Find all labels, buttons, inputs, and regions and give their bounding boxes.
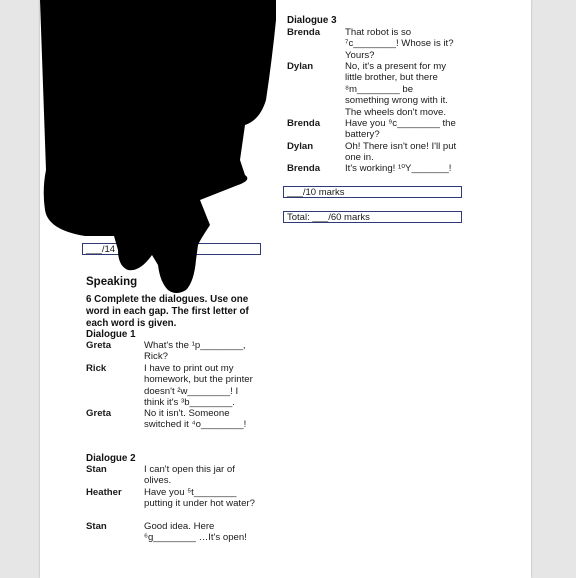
speaker-greta-2: Greta bbox=[86, 408, 112, 419]
dialogue1-title: Dialogue 1 bbox=[86, 329, 136, 340]
line-greta-2: No it isn't. Someone switched it ⁴o________! bbox=[144, 408, 247, 431]
exercise-6-instruction: 6 Complete the dialogues. Use one word in each gap. The first letter of each word is given. bbox=[86, 294, 249, 329]
line-stan-2: Good idea. Here ⁶g________ …It's open! bbox=[144, 521, 247, 544]
line-dylan-1: No, it's a present for my little brother, but there ⁸m________ be something wrong with it. The wheels don't move. bbox=[345, 61, 448, 118]
line-heather: Have you ⁵t________ putting it under hot water? bbox=[144, 487, 255, 510]
speaker-brenda-3: Brenda bbox=[287, 163, 321, 174]
line-brenda-3: It's working! ¹⁰Y_______! bbox=[345, 163, 452, 174]
speaker-stan-2: Stan bbox=[86, 521, 107, 532]
marks-box-10: ___/10 marks bbox=[283, 186, 462, 198]
speaker-dylan-2: Dylan bbox=[287, 141, 314, 152]
document-page bbox=[40, 0, 531, 578]
speaking-heading: Speaking bbox=[86, 276, 138, 288]
speaker-brenda-1: Brenda bbox=[287, 27, 321, 38]
line-stan-1: I can't open this jar of olives. bbox=[144, 464, 235, 487]
dialogue3-title: Dialogue 3 bbox=[287, 15, 337, 26]
speaker-heather: Heather bbox=[86, 487, 122, 498]
dialogue2-title: Dialogue 2 bbox=[86, 453, 136, 464]
speaker-greta-1: Greta bbox=[86, 340, 112, 351]
speaker-brenda-2: Brenda bbox=[287, 118, 321, 129]
line-brenda-1: That robot is so ⁷c________! Whose is it? Yours? bbox=[345, 27, 454, 61]
line-rick: I have to print out my homework, but the printer doesn't ²w________! I think it's ³b________. bbox=[144, 363, 253, 409]
line-dylan-2: Oh! There isn't one! I'll put one in. bbox=[345, 141, 457, 164]
speaker-dylan-1: Dylan bbox=[287, 61, 314, 72]
total-marks-box: Total: ___/60 marks bbox=[283, 211, 462, 223]
line-greta-1: What's the ¹p________, Rick? bbox=[144, 340, 246, 363]
speaker-rick: Rick bbox=[86, 363, 107, 374]
line-brenda-2: Have you ⁹c________ the battery? bbox=[345, 118, 456, 141]
redaction-blot bbox=[40, 0, 531, 578]
speaker-stan-1: Stan bbox=[86, 464, 107, 475]
marks-box-14: ___/14 bbox=[82, 243, 261, 255]
